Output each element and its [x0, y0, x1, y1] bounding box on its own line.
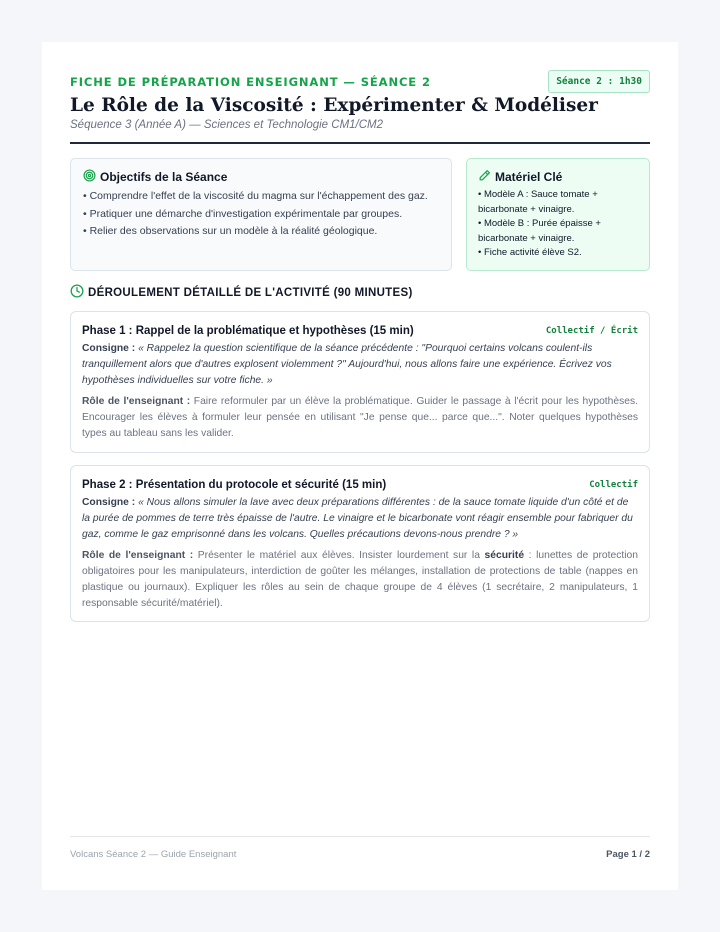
phase-tag: Collectif [589, 479, 638, 490]
footer-divider [70, 836, 650, 837]
teacher-role-label: Rôle de l'enseignant : [82, 550, 194, 561]
phase-tag: Collectif / Écrit [545, 325, 638, 336]
footer-page-number: Page 1 / 2 [606, 849, 650, 860]
pencil-icon [478, 169, 491, 185]
header-divider [70, 142, 650, 144]
teacher-role [82, 548, 638, 612]
instruction-text: « Rappelez la question scientifique de la séance précédente : "Pourquoi certains volcans coulent-ils tranquillement alors que d'autres explosent violemment ?" Aujourd'hui, nous allons faire une expérience. Écrivez vos hypothèses individuelles sur votre fiche. » [82, 343, 612, 386]
phase-title: Phase 1 : Rappel de la problématique et hypothèses (15 min) [82, 324, 414, 337]
objective-item: • Relier des observations sur un modèle à la réalité géologique. [83, 225, 378, 237]
target-icon [83, 169, 96, 185]
teacher-role-text: Présenter le matériel aux élèves. Insister lourdement sur la [197, 550, 480, 561]
objective-item: • Comprendre l'effet de la viscosité du magma sur l'échappement des gaz. [83, 190, 428, 202]
clock-icon [70, 284, 84, 301]
material-item: • Modèle A : Sauce tomate + bicarbonate + vinaigre. [478, 189, 598, 215]
phase-title: Phase 2 : Présentation du protocole et sécurité (15 min) [82, 478, 387, 491]
document-eyebrow: FICHE DE PRÉPARATION ENSEIGNANT — SÉANCE 2 [70, 75, 431, 89]
instruction-text: « Nous allons simuler la lave avec deux préparations différentes : de la sauce tomate liquide d'un côté et de la purée de pommes de terre très épaisse de l'autre. Le vinaigre et le bicarbonate vont réagir ensemble pour fabriquer du gaz, comme le gaz emprisonné dans les volcans. Quelles précautions devons-nous prendre ? » [82, 497, 633, 540]
objectives-list [83, 188, 439, 241]
section-title: DÉROULEMENT DÉTAILLÉ DE L'ACTIVITÉ (90 MINUTES) [88, 286, 413, 299]
phase-instruction [82, 495, 638, 543]
materials-list [478, 188, 638, 261]
teacher-role-text: Faire reformuler par un élève la problématique. Guider le passage à l'écrit pour les hypothèses. Encourager les élèves à formuler leur pensée en utilisant "Je pense que... parce que...". Noter quelques hypothèses types au tableau sans les valider. [82, 396, 638, 439]
teacher-role-label: Rôle de l'enseignant : [82, 396, 191, 407]
teacher-role [82, 394, 638, 442]
objective-item: • Pratiquer une démarche d'investigation expérimentale par groupes. [83, 207, 403, 220]
material-item: • Fiche activité élève S2. [478, 247, 582, 258]
instruction-label: Consigne : [82, 343, 136, 354]
phase-card-1 [70, 311, 650, 453]
instruction-label: Consigne : [82, 497, 136, 508]
page-subtitle: Séquence 3 (Année A) — Sciences et Technologie CM1/CM2 [70, 119, 384, 131]
footer-document-name: Volcans Séance 2 — Guide Enseignant [70, 849, 237, 860]
materials-title: Matériel Clé [495, 170, 563, 184]
session-badge: Séance 2 : 1h30 [548, 70, 650, 93]
materials-card [466, 158, 650, 271]
material-item: • Modèle B : Purée épaisse + bicarbonate + vinaigre. [478, 218, 601, 244]
phase-instruction [82, 341, 638, 389]
worksheet-page [42, 42, 678, 890]
phase-card-2 [70, 465, 650, 622]
page-title: Le Rôle de la Viscosité : Expérimenter & Modéliser [70, 95, 598, 116]
objectives-title: Objectifs de la Séance [100, 170, 228, 184]
objectives-card [70, 158, 452, 271]
activity-section-heading [70, 284, 413, 301]
teacher-role-text-continued: : lunettes de protection obligatoires pour les manipulateurs, interdiction de goûter les mélanges, installation de protections de table (nappes en plastique ou journaux). Expliquer les rôles au sein de chaque groupe de 4 élèves (1 secrétaire, 2 manipulateurs, 1 responsable sécurité/matériel). [82, 550, 638, 609]
teacher-role-emphasis: sécurité [484, 550, 525, 561]
